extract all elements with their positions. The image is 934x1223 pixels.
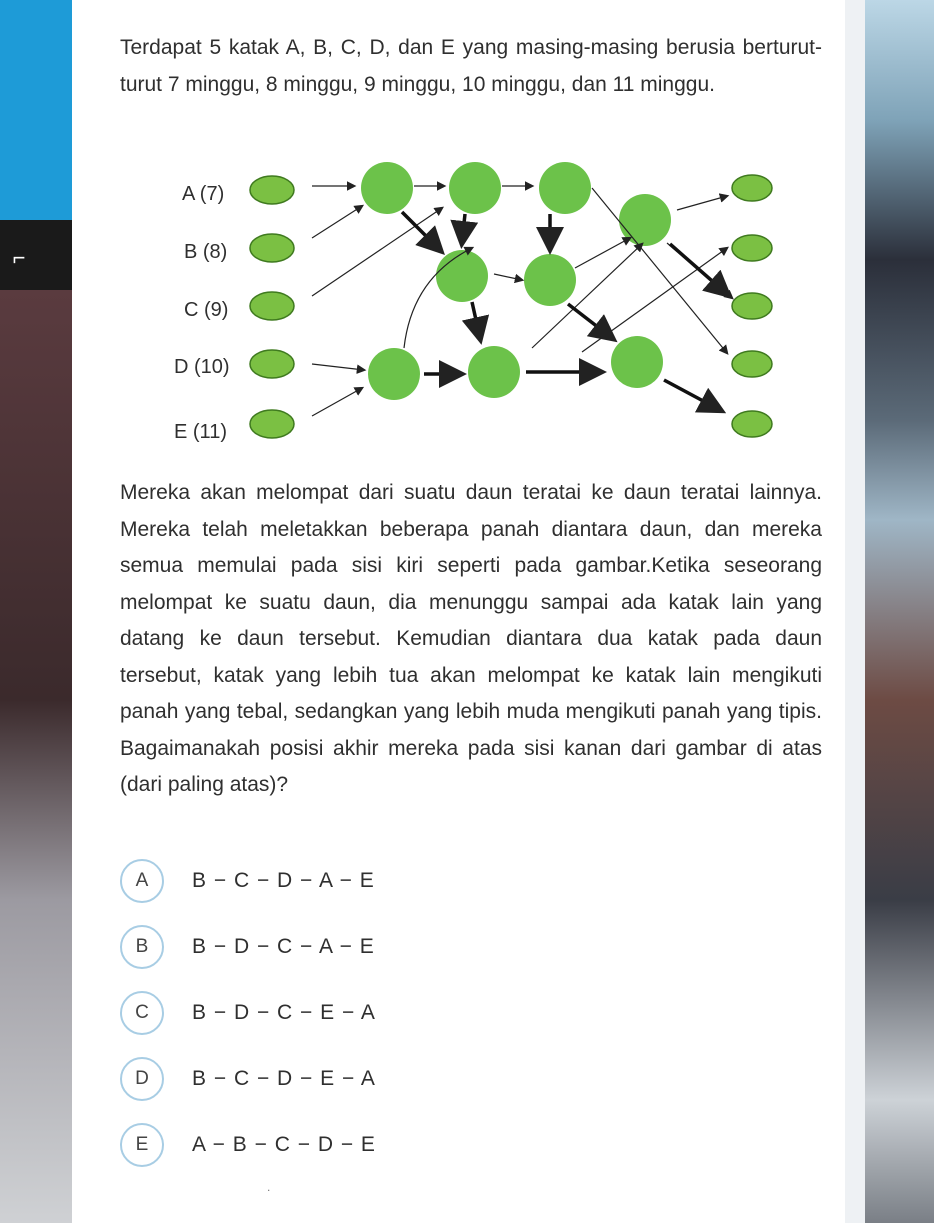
expand-icon[interactable]: ⌐ bbox=[12, 245, 26, 270]
background-right bbox=[845, 0, 934, 1223]
option-letter: B bbox=[120, 925, 164, 969]
question-card bbox=[72, 0, 845, 1223]
frog-icon bbox=[732, 411, 772, 437]
lily-pad-icon bbox=[468, 346, 520, 398]
lily-pad-icon bbox=[619, 194, 671, 246]
answer-options bbox=[120, 848, 822, 1178]
option-a[interactable] bbox=[120, 848, 822, 914]
frog-icon bbox=[250, 176, 294, 204]
background-left bbox=[0, 0, 72, 1223]
option-text: B − C − D − E − A bbox=[192, 1067, 376, 1090]
question-instructions: Mereka akan melompat dari suatu daun teratai ke daun teratai lainnya. Mereka telah meletakkan beberapa panah diantara daun, dan mereka semua memulai pada sisi kiri seperti pada gambar.Ketika seseorang melompat ke suatu daun, dia menunggu sampai ada katak lain yang datang ke daun tersebut. Kemudian diantara dua katak pada daun tersebut, katak yang lebih tua akan melompat ke katak lain mengikuti panah yang tebal, sedangkan yang lebih muda mengikuti panah yang tipis. Bagaimanakah posisi akhir mereka pada sisi kanan dari gambar di atas (dari paling atas)? bbox=[120, 481, 822, 796]
lily-pad-icon bbox=[368, 348, 420, 400]
lily-pad-icon bbox=[611, 336, 663, 388]
option-text: B − D − C − E − A bbox=[192, 1001, 376, 1024]
frog-label-c: C (9) bbox=[184, 299, 229, 321]
frog-label-d: D (10) bbox=[174, 356, 230, 378]
footer-dot: . bbox=[267, 1180, 271, 1194]
option-text: B − C − D − A − E bbox=[192, 869, 375, 892]
option-letter: C bbox=[120, 991, 164, 1035]
lily-pad-icon bbox=[449, 162, 501, 214]
frog-icon bbox=[250, 350, 294, 378]
lily-pad-icon bbox=[436, 250, 488, 302]
frog-icon bbox=[250, 410, 294, 438]
lily-pad-icon bbox=[539, 162, 591, 214]
frog-label-e: E (11) bbox=[174, 421, 227, 443]
option-letter: E bbox=[120, 1123, 164, 1167]
option-text: B − D − C − A − E bbox=[192, 935, 375, 958]
option-b[interactable] bbox=[120, 914, 822, 980]
option-e[interactable] bbox=[120, 1112, 822, 1178]
lily-pad-icon bbox=[524, 254, 576, 306]
question-intro: Terdapat 5 katak A, B, C, D, dan E yang masing-masing berusia berturut-turut 7 minggu, 8 minggu, 9 minggu, 10 minggu, dan 11 minggu. bbox=[120, 36, 822, 96]
lily-pad-icon bbox=[361, 162, 413, 214]
frog-label-a: A (7) bbox=[182, 183, 225, 205]
frog-icon bbox=[732, 235, 772, 261]
frog-icon bbox=[250, 292, 294, 320]
option-text: A − B − C − D − E bbox=[192, 1133, 376, 1156]
right-border bbox=[845, 0, 865, 1223]
option-d[interactable] bbox=[120, 1046, 822, 1112]
frog-icon bbox=[732, 351, 772, 377]
frog-icon bbox=[250, 234, 294, 262]
option-letter: D bbox=[120, 1057, 164, 1101]
frog-label-b: B (8) bbox=[184, 241, 228, 263]
option-c[interactable] bbox=[120, 980, 822, 1046]
option-letter: A bbox=[120, 859, 164, 903]
frog-icon bbox=[732, 293, 772, 319]
frog-diagram bbox=[172, 148, 782, 450]
frog-icon bbox=[732, 175, 772, 201]
